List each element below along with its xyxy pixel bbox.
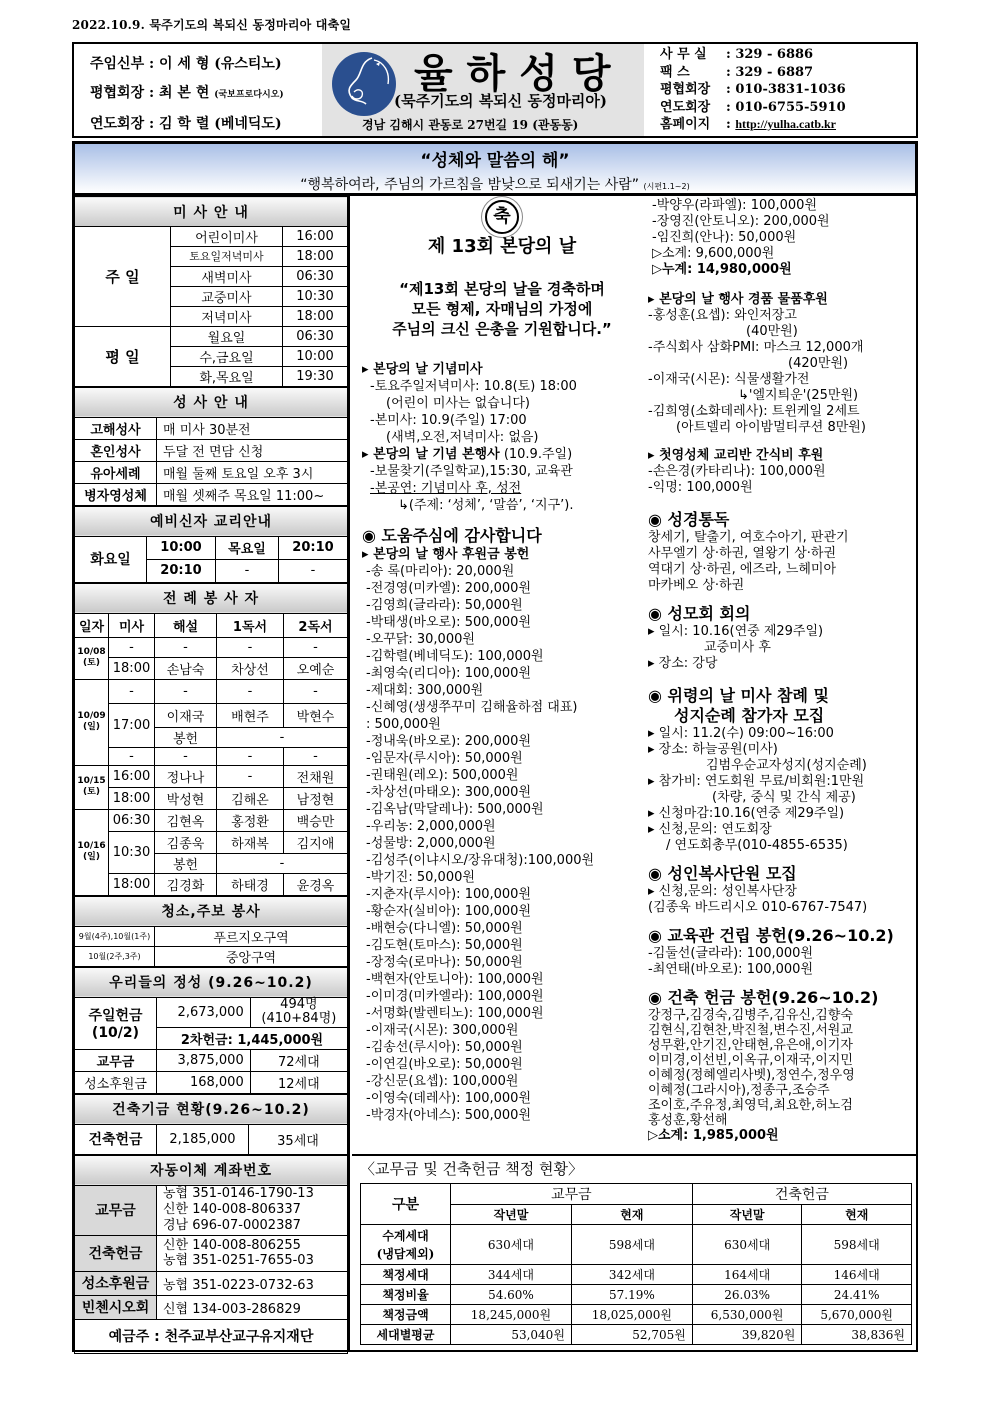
assessment-title: 〈교무금 및 건축헌금 책정 현황〉 — [360, 1160, 583, 1178]
donor-names-line: 홍성훈,황선해 — [648, 1113, 728, 1128]
donor-item: -오꾸닭: 30,000원 — [366, 632, 475, 647]
feast-title: 제 13회 본당의 날 — [427, 236, 577, 257]
donor-item: -최영숙(리디아): 100,000원 — [366, 666, 532, 681]
donor-item: -정내욱(바오로): 200,000원 — [366, 734, 532, 749]
donor-names-line: 이미경,이선빈,이옥규,이재국,이지민 — [648, 1053, 853, 1068]
donor-item: -이미경(미카엘라): 100,000원 — [366, 989, 544, 1004]
mothers-meeting-section: ◉ 성모회 회의 ▸ 일시: 10.16(연중 제29주일) 교중미사 후 ▸ 장소: 강당 — [648, 604, 824, 671]
donor-item: -김영희(글라라): 50,000원 — [366, 598, 523, 613]
feast-message: “제13회 본당의 날을 경축하며 모든 형제, 자매님의 가정에 주님의 크신 은총을 기원합니다.” — [392, 280, 612, 338]
donor-names-line: 이혜정(정혜엘리사벳),정연수,정우영 — [648, 1068, 855, 1083]
assessment-section — [352, 1154, 918, 1350]
mass-schedule-table: 미 사 안 내 주 일 어린이미사 16:00 토요일저녁미사 18:00 새벽미사 06:30 교중미사 10:30 저녁미사 18:00 평 일 월요일 06:30 수,금요일 10:00 화,목요일 19:30 — [74, 196, 348, 387]
education-hall-section: ◉ 교육관 건립 봉헌(9.26~10.2) -김둘선(글라라): 100,000원 -최연태(바오로): 100,000원 — [648, 926, 894, 977]
left-column — [74, 196, 350, 1350]
contact-list — [644, 44, 916, 136]
donor-item: -박태생(바오로): 500,000원 — [366, 615, 532, 630]
feast-section — [362, 200, 642, 339]
bulletin-date-line: 2022.10.9. 묵주기도의 복되신 동정마리아 대축일 — [72, 18, 352, 32]
donor-names-line: 강정구,김경숙,김병주,김유신,김향숙 — [648, 1008, 853, 1023]
liturgy-servers-table: 전 례 봉 사 자 일자 미사 해설 1독서 2독서 10/08 (토) - - - - 18:00 손남숙 차상선 오예순 10/09 (일) - - - - 17:00 이재국 배현주 박현수 봉헌 - - - - - 10/15 (토) 16:00 정나나 - 전채원 18:00 박성현 김해온 남정현 10/16 (일) 06:30 김현옥 홍정환 백승만 10:30 김종욱 하재복 김지애 봉헌 - 18:00 김경화 하태경 윤경옥 — [74, 583, 348, 896]
donor-item: -강신문(요셉): 100,000원 — [366, 1074, 519, 1089]
radio-bullet-icon: ◉ — [648, 604, 662, 623]
church-logo-icon — [332, 52, 396, 116]
donor-item: -우리농: 2,000,000원 — [366, 819, 496, 834]
gifts-section: ▸ 본당의 날 행사 경품 물품후원 -홍성훈(요셉): 와인저장고 (40만원) -주식회사 삼화PMI: 마스크 12,000개 (420만원) -이재국(시몬): 식물생활가전 ↳'엘지틔운'(25만원) -김희영(소화데레사): 트윈케일 2세트 (아트델리 아이밤멀티쿠션 8만원) — [648, 292, 866, 435]
church-subtitle: (묵주기도의 복되신 동정마리아) — [394, 92, 608, 110]
donor-item: -박기진: 50,000원 — [366, 870, 475, 885]
donor-item: -배현승(다니엘): 50,000원 — [366, 921, 523, 936]
accounts-table: 자동이체 계좌번호 교무금 농협 351-0146-1790-13 신한 140-008-806337 경남 696-07-0002387 건축헌금 신한 140-008-806255 농협 351-0251-7655-03 성소후원금 농협 351-0223-0732-63 빈첸시오회 신협 134-003-286829 예금주 : 천주교부산교구유지재단 — [74, 1155, 348, 1354]
donor-item: -황순자(실비아): 100,000원 — [366, 904, 532, 919]
clergy-list — [74, 44, 322, 136]
donor-item: -김송선(루시아): 50,000원 — [366, 1040, 523, 1055]
donor-names-line: 성무환,안기진,안태현,유은애,이기자 — [648, 1038, 853, 1053]
donor-names-line: 조이호,주유정,최영덕,최요한,허노검 — [648, 1098, 853, 1113]
donation-total: ▷누계: 14,980,000원 — [652, 262, 792, 277]
donor-item: -서명화(발렌티노): 100,000원 — [366, 1006, 544, 1021]
donor-item: -차상선(마태오): 300,000원 — [366, 785, 532, 800]
theme-banner — [72, 141, 918, 196]
feast-mass-section: ▸ 본당의 날 기념미사 -토요주일저녁미사: 10.8(토) 18:00 (어린이 미사는 없습니다) -본미사: 10.9(주일) 17:00 (새벽,오전,저녁미사: 없음) ▸ 본당의 날 기념 본행사 (10.9.주일) -보물찾기(주일학교),15:30, 교육관 -본공연: 기념미사 후, 성전 ↳(주제: ‘성체’, ‘말씀’, ‘지구’). — [362, 362, 577, 513]
building-donation-section: ◉ 건축 헌금 봉헌(9.26~10.2) 강정구,김경숙,김병주,김유신,김향숙 김현식,김현찬,박진철,변수진,서원교 성무환,안기진,안태현,유은애,이기자 이미경,이선빈,이옥규,이재국,이지민 이혜정(정혜엘리사벳),정연수,정우영 이혜정(그라시아),정종구,조승주 조이호,주유정,최영덕,최요한,허노검 홍성훈,황선해 ▷소계: 1,985,000원 — [648, 988, 918, 1144]
radio-bullet-icon: ◉ — [648, 864, 662, 883]
homepage-link[interactable]: http://yulha.catb.kr — [735, 117, 837, 131]
donor-item: -성물방: 2,000,000원 — [366, 836, 496, 851]
donor-item: : 500,000원 — [366, 717, 441, 732]
building-fund-table: 건축기금 현황(9.26~10.2) 건축헌금 2,185,000 35세대 — [74, 1094, 348, 1155]
clergy-council-president: 평협회장 : 최 본 현 (국보프로다시오) — [90, 85, 284, 101]
snack-section: ▸ 첫영성체 교리반 간식비 후원 -손은경(카타리나): 100,000원 -익명: 100,000원 — [648, 448, 826, 495]
theme-verse: “행복하여라, 주님의 가르침을 밤낮으로 되새기는 사람” (시편1.1~2) — [300, 177, 690, 193]
donor-item: -김도현(토마스): 50,000원 — [366, 938, 523, 953]
church-name: 율하성당 — [414, 51, 625, 97]
clergy-pastor: 주임신부 : 이 세 형 (유스티노) — [90, 56, 282, 72]
donor-item: -임문자(루시아): 50,000원 — [366, 751, 523, 766]
donor-item: -박경자(아네스): 500,000원 — [366, 1108, 532, 1123]
church-title-block — [322, 44, 644, 136]
donation-subtotal: ▷소계: 9,600,000원 — [652, 246, 775, 261]
donor-item: -신혜영(생생쭈꾸미 김해율하점 대표) — [366, 700, 578, 715]
contact-fax: 팩 스 : 329 - 6887 — [660, 64, 814, 80]
radio-bullet-icon: ◉ — [648, 988, 662, 1007]
right-column — [642, 196, 918, 1154]
donor-list-continued — [648, 198, 918, 246]
radio-bullet-icon: ◉ — [648, 686, 662, 705]
offerings-table: 우리들의 정성 (9.26~10.2) 주일헌금 (10/2) 2,673,000 494명 (410+84명) 2차헌금: 1,445,000원 교무금 3,875,000 72세대 성소후원금 168,000 12세대 — [74, 967, 348, 1094]
bible-section: ◉ 성경통독 창세기, 탈출기, 여호수아기, 판관기 사무엘기 상·하권, 열왕기 상·하권 역대기 상·하권, 에즈라, 느헤미아 마카베오 상·하권 — [648, 510, 849, 593]
donor-item: -이연길(바오로): 50,000원 — [366, 1057, 523, 1072]
donor-item: -임진희(안나): 50,000원 — [652, 230, 797, 245]
donor-item: -장정숙(로마나): 50,000원 — [366, 955, 523, 970]
donor-item: -김성주(이냐시오/장유대청):100,000원 — [366, 853, 595, 868]
bulletin-header — [72, 42, 918, 138]
donor-item: -이영숙(데레사): 100,000원 — [366, 1091, 532, 1106]
radio-bullet-icon: ◉ — [648, 926, 662, 945]
donor-item: -김옥남(막달레나): 500,000원 — [366, 802, 544, 817]
cleaning-table: 청소,주보 봉사 9월(4주),10월(1주) 푸르지오구역 10월(2주,3주) 중앙구역 — [74, 896, 348, 967]
donor-item: -장영진(안토니오): 200,000원 — [652, 214, 830, 229]
middle-column — [352, 196, 642, 1154]
donor-list — [362, 563, 642, 1124]
theme-title: “성체와 말씀의 해” — [420, 151, 570, 171]
contact-homepage: 홈페이지 : http://yulha.catb.kr — [660, 117, 837, 132]
radio-bullet-icon: ◉ — [648, 510, 662, 529]
celebration-emblem-icon: 축 — [485, 200, 519, 234]
assessment-table: 구분 교무금 건축헌금 작년말 현재 작년말 현재 수계세대 (냉담제외) 630세대 598세대 630세대 598세대 책정세대 344세대 342세대 164세대 146세대 책정비율 54.60% 57.19% 26.03% 24.41% 책정금액 18,245,000원 18,025,000원 6,530,000원 5,670,000원 세대별평균 53,040원 52,705원 39,820원 38,836원 — [360, 1183, 912, 1345]
radio-bullet-icon: ◉ — [362, 526, 376, 545]
altar-servers-section: ◉ 성인복사단원 모집 ▸ 신청,문의: 성인복사단장 (김종욱 바드리시오 010-6767-7547) — [648, 864, 868, 915]
donor-item: -권태원(레오): 500,000원 — [366, 768, 519, 783]
donor-item: -백현자(안토니아): 100,000원 — [366, 972, 544, 987]
catechumen-table: 예비신자 교리안내 화요일 10:00 목요일 20:10 20:10 - - — [74, 506, 348, 583]
donor-item: -이재국(시몬): 300,000원 — [366, 1023, 519, 1038]
pilgrimage-section: ◉ 위령의 날 미사 참례 및 성지순례 참가자 모집 ▸ 일시: 11.2(수) 09:00~16:00 ▸ 장소: 하늘공원(미사) 김범우순교자성지(성지순례) ▸ 참가비: 연도회원 무료/비회원:1만원 (차량, 중식 및 간식 제공) ▸ 신청마감:10.16(연중 제29주일) ▸ 신청,문의: 연도회장 / 연도회총무(010-4855-6535) — [648, 686, 867, 853]
donor-names-line: 김현식,김현찬,박진철,변수진,서원교 — [648, 1023, 853, 1038]
sacraments-table: 성 사 안 내 고해성사 매 미사 30분전 혼인성사 두달 전 면담 신청 유아세례 매월 둘째 토요일 오후 3시 병자영성체 매월 셋째주 목요일 11:00~ — [74, 387, 348, 506]
donor-item: -송 록(마리아): 20,000원 — [366, 564, 515, 579]
contact-prayer: 연도회장 : 010-6755-5910 — [660, 99, 846, 115]
contact-office: 사 무 실 : 329 - 6886 — [660, 47, 814, 62]
bulletin-body — [72, 196, 918, 1352]
donor-item: -전경영(미카엘): 200,000원 — [366, 581, 532, 596]
donor-names-line: 이혜정(그라시아),정종구,조승주 — [648, 1083, 830, 1098]
contact-council: 평협회장 : 010-3831-1036 — [660, 82, 846, 97]
donor-item: -박양우(라파엘): 100,000원 — [652, 198, 818, 213]
donor-item: -제대회: 300,000원 — [366, 683, 484, 698]
mass-schedule-title: 미 사 안 내 — [75, 197, 348, 227]
thanks-section: ◉ 도움주심에 감사합니다 ▸ 본당의 날 행사 후원금 봉헌 -송 록(마리아): 20,000원 -전경영(미카엘): 200,000원 -김영희(글라라): 50,000원 -박태생(바오로): 500,000원 -오꾸닭: 30,000원 -김학렬(베네딕도): 100,000원 -최영숙(리디아): 100,000원 -제대회: 300,000원 -신혜영(생생쭈꾸미 김해율하점 대표) : 500,000원 -정내욱(바오로): 200,000원 -임문자(루시아): 50,000원 -권태원(레오): 500,000원 -차상선(마태오): 300,000원 -김옥남(막달레나): 500,000원 -우리농: 2,000,000원 -성물방: 2,000,000원 -김성주(이냐시오/장유대청):100,000원 -박기진: 50,000원 -지춘자(루시아): 100,000원 -황순자(실비아): 100,000원 -배현승(다니엘): 50,000원 -김도현(토마스): 50,000원 -장정숙(로마나): 50,000원 -백현자(안토니아): 100,000원 -이미경(미카엘라): 100,000원 -서명화(발렌티노): 100,000원 -이재국(시몬): 300,000원 -김송선(루시아): 50,000원 -이연길(바오로): 50,000원 -강신문(요셉): 100,000원 -이영숙(데레사): 100,000원 -박경자(아네스): 500,000원 — [362, 526, 642, 1124]
clergy-prayer-president: 연도회장 : 김 학 렬 (베네딕도) — [90, 116, 282, 132]
donor-item: -지춘자(루시아): 100,000원 — [366, 887, 532, 902]
donor-item: -김학렬(베네딕도): 100,000원 — [366, 649, 544, 664]
church-address: 경남 김해시 관동로 27번길 19 (관동동) — [362, 118, 579, 132]
